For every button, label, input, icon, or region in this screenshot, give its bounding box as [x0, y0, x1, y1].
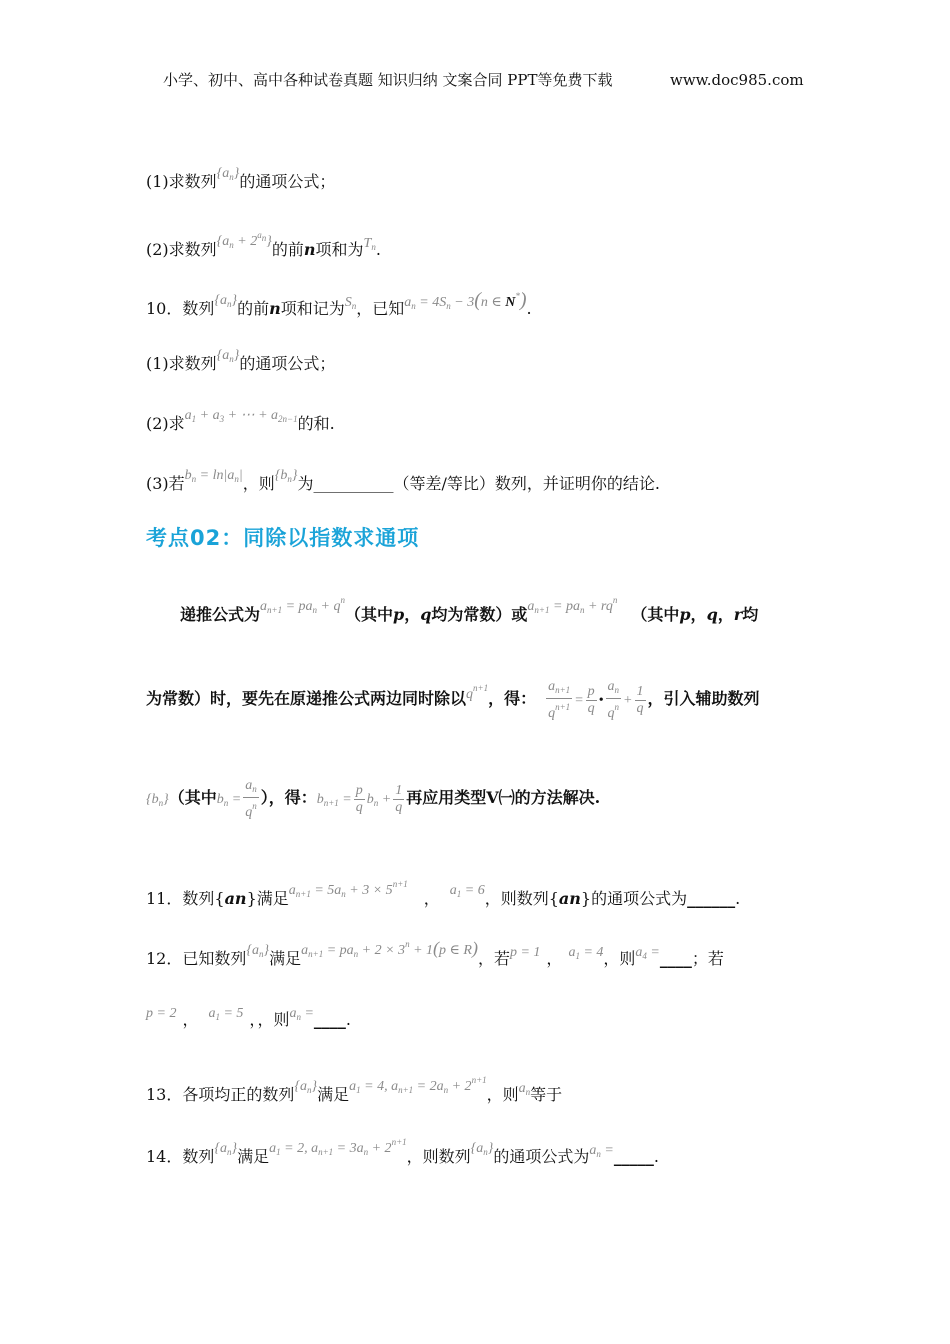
method-line-3: $\{b_n\}$（其中$b_n$ = $\frac{a_n}{q^n}$ ），得：$b_{n+1}$ = $\frac{p}{q}$ $b_n$ + $\frac{1}{q}$ 再应用类型Ⅴ㈠的方法解决.: [146, 778, 601, 821]
q12-line1: 12．已知数列$\{a_n\}$满足$a_{n+1} = pa_n + 2 \times 3^n + 1(p$ ∈ R)，若p = 1 ， $a_1 = 4$，则$a_4$ =____；若: [146, 938, 724, 968]
q14-answer-blank[interactable]: _____: [613, 1147, 654, 1166]
method-line-2: 为常数）时，要先在原递推公式两边同时除以$q^{n+1}$，得： $\frac{a_{n+1}}{q^{n+1}}$ = $\frac{p}{q}$ • $\frac{a_n}{q^n}$ + $\frac{1}{q}$ ，引入辅助数列: [146, 679, 760, 722]
q12-line2: p = 2 ， $a_1 = 5$ ，，则$a_n$ =____.: [146, 1006, 351, 1029]
header-url[interactable]: www.doc985.com: [670, 71, 804, 89]
q12-answer-blank-1[interactable]: ____: [659, 949, 692, 968]
q11: 11．数列{an}满足$a_{n+1} = 5a_n + 3 \times 5^{n+1}$， $a_1 = 6$，则数列{an}的通项公式为______.: [146, 879, 741, 908]
section-title: 考点02：同除以指数求通项: [146, 526, 420, 550]
q11-answer-blank[interactable]: ______: [687, 889, 736, 908]
q9-part2: (2)求数列$\{a_n + 2^{an}\}$的前n项和为$T_n$.: [146, 230, 381, 259]
header-left: 小学、初中、高中各种试卷真题 知识归纳 文案合同 PPT等免费下载: [163, 71, 613, 89]
q10-part3: (3)若$b_n = \ln|a_n|$，则$\{b_n\}$为__________（等差/等比）数列，并证明你的结论.: [146, 468, 660, 493]
q10-answer-blank[interactable]: __________: [313, 474, 394, 493]
q9-part1: (1)求数列$\{a_n\}$的通项公式；: [146, 166, 336, 191]
q10-part2: (2)求$a_1 + a_3$ + ⋯ + $a_{2n-1}$的和.: [146, 408, 335, 433]
q12-answer-blank-2[interactable]: ____: [313, 1010, 346, 1029]
method-line-1: 递推公式为$a_{n+1} = pa_n + q^n$（其中p，q均为常数）或$a_{n+1} = pa_n + rq^n$（其中p，q，r均: [180, 595, 759, 624]
q10-part1: (1)求数列$\{a_n\}$的通项公式；: [146, 348, 336, 373]
q10-stem: 10．数列$\{a_n\}$的前n项和记为$S_n$，已知$a_n = 4S_n - 3(n$ ∈ N*).: [146, 289, 532, 318]
q14: 14．数列$\{a_n\}$满足$a_1 = 2$, $a_{n+1} = 3a_n + 2^{n+1}$，则数列$\{a_n\}$的通项公式为$a_n$ =_____.: [146, 1137, 659, 1166]
q13: 13．各项均正的数列$\{a_n\}$满足$a_1 = 4$, $a_{n+1} = 2a_n + 2^{n+1}$，则$a_n$等于: [146, 1075, 563, 1104]
